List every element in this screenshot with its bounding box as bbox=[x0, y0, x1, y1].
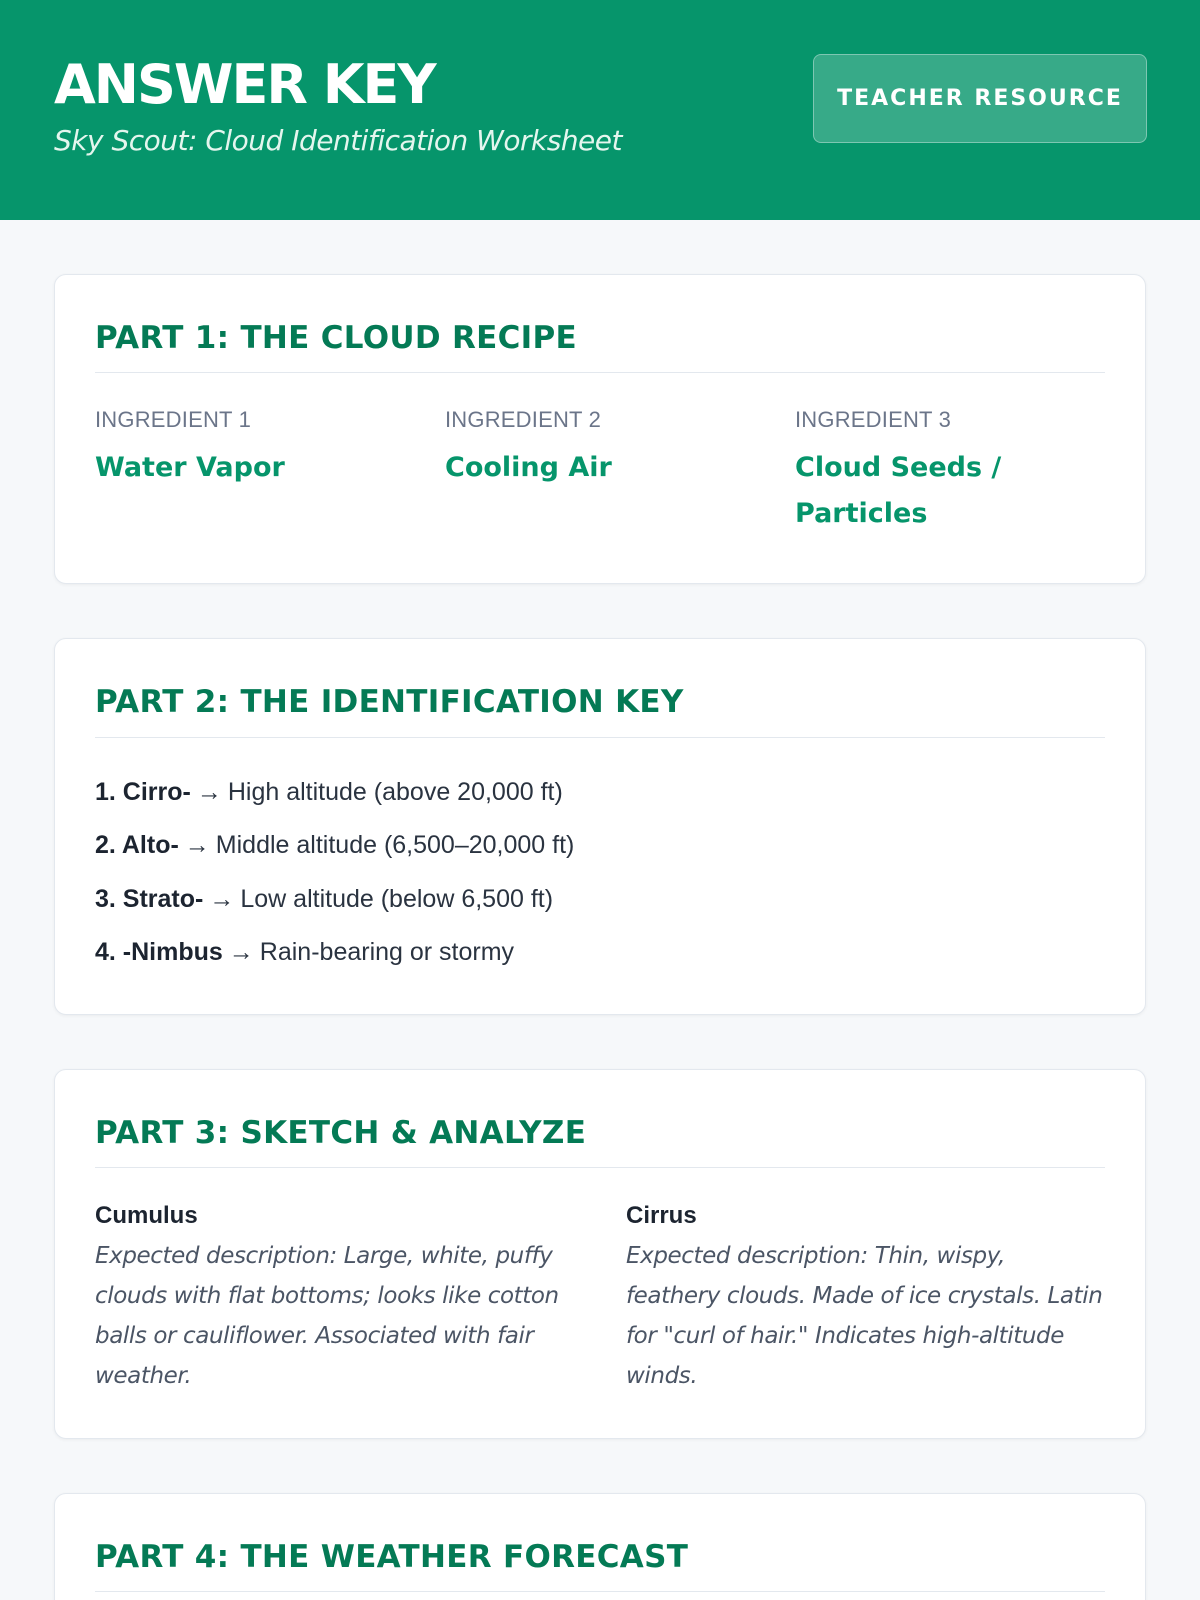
cloud-name: Cirrus bbox=[625, 1201, 697, 1229]
key-item bbox=[95, 819, 1105, 873]
main-content bbox=[0, 220, 1200, 1600]
cloud-description: Expected description: Large, white, puffy clouds with flat bottoms; looks like cotton balls or cauliflower. Associated with fair weather. bbox=[95, 1242, 559, 1389]
ingredient-2 bbox=[445, 407, 795, 537]
identification-key-list bbox=[95, 738, 1105, 1014]
ingredient-grid bbox=[95, 373, 1105, 583]
ingredient-value: Cooling Air bbox=[445, 452, 612, 484]
part3-title: PART 3: SKETCH & ANALYZE bbox=[95, 1070, 1105, 1168]
cloud-answer-cirrus bbox=[626, 1198, 1105, 1396]
key-term: 1. Cirro- bbox=[95, 777, 191, 806]
key-item bbox=[95, 766, 1105, 820]
part2-card bbox=[54, 638, 1146, 1014]
key-meaning: Rain-bearing or stormy bbox=[259, 938, 515, 967]
ingredient-value: Water Vapor bbox=[95, 452, 285, 484]
ingredient-value: Cloud Seeds / Particles bbox=[795, 452, 1002, 530]
ingredient-label: INGREDIENT 1 bbox=[95, 407, 252, 433]
ingredient-label: INGREDIENT 3 bbox=[795, 407, 952, 433]
arrow-icon: → bbox=[209, 884, 235, 913]
key-meaning: Low altitude (below 6,500 ft) bbox=[240, 884, 554, 913]
part3-card bbox=[54, 1069, 1146, 1439]
key-item bbox=[95, 926, 1105, 980]
key-meaning: High altitude (above 20,000 ft) bbox=[227, 777, 563, 806]
key-term: 2. Alto- bbox=[95, 831, 179, 860]
page-subtitle: Sky Scout: Cloud Identification Worksheet bbox=[54, 124, 622, 157]
key-term: 3. Strato- bbox=[95, 884, 204, 913]
ingredient-1 bbox=[95, 407, 445, 537]
key-item bbox=[95, 873, 1105, 927]
key-term: 4. -Nimbus bbox=[95, 938, 223, 967]
page-header bbox=[0, 0, 1200, 220]
cloud-answer-cumulus bbox=[95, 1198, 626, 1396]
cloud-description: Expected description: Thin, wispy, feathery clouds. Made of ice crystals. Latin for "curl of hair." Indicates high-altitude winds. bbox=[625, 1242, 1103, 1389]
part1-card bbox=[54, 274, 1146, 584]
sketch-grid bbox=[95, 1168, 1105, 1438]
ingredient-label: INGREDIENT 2 bbox=[445, 407, 602, 433]
part1-title: PART 1: THE CLOUD RECIPE bbox=[95, 275, 1105, 373]
page-title: ANSWER KEY bbox=[54, 53, 435, 116]
part2-title: PART 2: THE IDENTIFICATION KEY bbox=[95, 639, 1105, 737]
arrow-icon: → bbox=[196, 777, 222, 806]
arrow-icon: → bbox=[184, 831, 210, 860]
teacher-resource-badge: TEACHER RESOURCE bbox=[813, 54, 1147, 143]
key-meaning: Middle altitude (6,500–20,000 ft) bbox=[215, 831, 575, 860]
cloud-name: Cumulus bbox=[95, 1201, 198, 1229]
part4-title: PART 4: THE WEATHER FORECAST bbox=[95, 1494, 1105, 1592]
part4-card bbox=[54, 1493, 1146, 1600]
ingredient-3 bbox=[795, 407, 1095, 537]
arrow-icon: → bbox=[228, 938, 254, 967]
